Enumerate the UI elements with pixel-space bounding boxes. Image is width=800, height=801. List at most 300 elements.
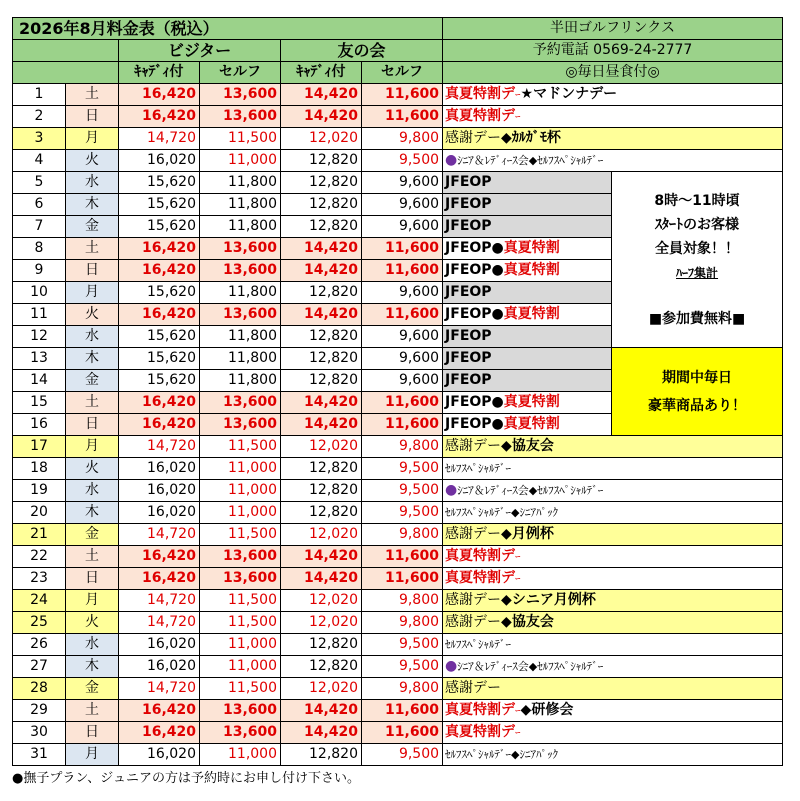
- visitor-caddie-price: 16,420: [119, 84, 200, 106]
- member-self-price: 9,600: [362, 348, 443, 370]
- event-note-text: ◆協友会: [501, 438, 554, 454]
- table-row: [13, 436, 783, 458]
- table-row: [13, 744, 783, 766]
- member-caddie-price: 12,820: [281, 656, 362, 678]
- visitor-caddie-price: 14,720: [119, 612, 200, 634]
- weekday: 日: [66, 260, 119, 282]
- event-note: [443, 524, 783, 546]
- visitor-caddie-price: 15,620: [119, 326, 200, 348]
- event-note-text: ｾﾙﾌｽﾍﾟｼｬﾙﾃﾞｰ◆ｼﾆｱﾊﾟｯｸ: [445, 506, 559, 519]
- day-number: 3: [13, 128, 66, 150]
- member-self-price: 9,800: [362, 678, 443, 700]
- weekday: 水: [66, 172, 119, 194]
- event-note-text: 真夏特割デ: [445, 570, 516, 586]
- header-row-1: [13, 18, 783, 40]
- event-note: [443, 458, 783, 480]
- weekday: 日: [66, 568, 119, 590]
- event-note: [443, 370, 612, 392]
- member-self-price: 9,800: [362, 436, 443, 458]
- event-note-text: ◆協友会: [501, 614, 554, 630]
- visitor-self-price: 11,000: [200, 502, 281, 524]
- half-competition-line: ■参加費無料■: [648, 310, 746, 327]
- weekday: 金: [66, 678, 119, 700]
- day-number: 18: [13, 458, 66, 480]
- event-note-text: JFEOP: [445, 372, 492, 388]
- member-caddie-price: 12,820: [281, 458, 362, 480]
- member-caddie-price: 12,020: [281, 128, 362, 150]
- event-note-text: ★マドンナデー: [520, 86, 618, 102]
- visitor-caddie-price: 16,420: [119, 304, 200, 326]
- table-row: [13, 656, 783, 678]
- member-caddie-price: 12,820: [281, 172, 362, 194]
- day-number: 16: [13, 414, 66, 436]
- table-row: [13, 634, 783, 656]
- visitor-self-price: 11,000: [200, 150, 281, 172]
- member-caddie-price: 14,420: [281, 106, 362, 128]
- day-number: 20: [13, 502, 66, 524]
- day-number: 31: [13, 744, 66, 766]
- event-note-text: JFEOP●: [445, 306, 504, 322]
- visitor-caddie-price: 16,420: [119, 106, 200, 128]
- weekday: 火: [66, 150, 119, 172]
- visitor-self-price: 13,600: [200, 722, 281, 744]
- event-note: [443, 590, 783, 612]
- event-note-text: 真夏特割デ: [445, 702, 516, 718]
- visitor-caddie-price: 15,620: [119, 216, 200, 238]
- event-note-text: 感謝デー: [445, 130, 502, 146]
- event-note-text: ｼﾆｱ＆ﾚﾃﾞｨｰｽ会◆ｾﾙﾌｽﾍﾟｼｬﾙﾃﾞｰ: [457, 154, 604, 167]
- weekday: 火: [66, 612, 119, 634]
- table-row: [13, 612, 783, 634]
- visitor-caddie-price: 15,620: [119, 370, 200, 392]
- event-note: [443, 216, 612, 238]
- event-note: [443, 480, 783, 502]
- member-caddie-price: 14,420: [281, 414, 362, 436]
- visitor-caddie-price: 16,020: [119, 634, 200, 656]
- weekday: 火: [66, 458, 119, 480]
- member-caddie-price: 12,820: [281, 370, 362, 392]
- event-note: [443, 194, 612, 216]
- visitor-self-price: 13,600: [200, 238, 281, 260]
- day-number: 8: [13, 238, 66, 260]
- visitor-self-price: 11,500: [200, 590, 281, 612]
- visitor-caddie-price: 16,420: [119, 260, 200, 282]
- member-self-price: 9,500: [362, 634, 443, 656]
- event-note-text: ｾﾙﾌｽﾍﾟｼｬﾙﾃﾞｰ: [445, 638, 512, 651]
- visitor-self-price: 11,800: [200, 326, 281, 348]
- member-caddie-price: 14,420: [281, 722, 362, 744]
- visitor-self-price: 13,600: [200, 106, 281, 128]
- event-note-text: ●: [445, 152, 458, 168]
- reservation-phone: 予約電話 0569-24-2777: [443, 40, 783, 62]
- day-number: 9: [13, 260, 66, 282]
- event-note: [443, 436, 783, 458]
- header-row-2: [13, 40, 783, 62]
- member-caddie-price: 12,820: [281, 150, 362, 172]
- table-row: [13, 480, 783, 502]
- event-note-text: ●: [445, 482, 458, 498]
- visitor-self-price: 13,600: [200, 700, 281, 722]
- event-note: [443, 106, 783, 128]
- visitor-caddie-price: 16,420: [119, 568, 200, 590]
- day-number: 22: [13, 546, 66, 568]
- member-caddie-price: 12,020: [281, 590, 362, 612]
- weekday: 土: [66, 392, 119, 414]
- event-note: [443, 304, 612, 326]
- event-note-text: ｾﾙﾌｽﾍﾟｼｬﾙﾃﾞｰ◆ｼﾆｱﾊﾟｯｸ: [445, 748, 559, 761]
- member-caddie-price: 14,420: [281, 546, 362, 568]
- table-row: [13, 106, 783, 128]
- member-caddie-price: 14,420: [281, 260, 362, 282]
- visitor-self-price: 13,600: [200, 304, 281, 326]
- day-number: 6: [13, 194, 66, 216]
- member-self-price: 9,800: [362, 524, 443, 546]
- weekday: 月: [66, 282, 119, 304]
- visitor-self-price: 13,600: [200, 546, 281, 568]
- event-note: [443, 502, 783, 524]
- visitor-caddie-price: 16,020: [119, 480, 200, 502]
- member-caddie-price: 12,020: [281, 678, 362, 700]
- header-row-3: [13, 62, 783, 84]
- member-self-price: 11,600: [362, 106, 443, 128]
- day-number: 2: [13, 106, 66, 128]
- event-note-text: ●: [445, 658, 458, 674]
- event-note-text: JFEOP: [445, 350, 492, 366]
- event-note: [443, 392, 612, 414]
- event-note-text: 真夏特割デ: [445, 86, 516, 102]
- day-number: 11: [13, 304, 66, 326]
- visitor-caddie-price: 16,020: [119, 744, 200, 766]
- event-note: [443, 656, 783, 678]
- half-competition-line: ﾊｰﾌ集計: [676, 265, 719, 280]
- weekday: 金: [66, 216, 119, 238]
- event-note-text: 真夏特割デ: [445, 548, 516, 564]
- member-self-price: 9,600: [362, 216, 443, 238]
- member-self-price: 9,800: [362, 128, 443, 150]
- day-number: 23: [13, 568, 66, 590]
- visitor-caddie-price: 16,020: [119, 656, 200, 678]
- weekday: 日: [66, 106, 119, 128]
- visitor-self-price: 11,800: [200, 172, 281, 194]
- visitor-self-price: 11,000: [200, 480, 281, 502]
- table-row: [13, 172, 783, 194]
- member-caddie-price: 12,820: [281, 216, 362, 238]
- event-note-text: ｰ: [515, 550, 521, 563]
- day-number: 21: [13, 524, 66, 546]
- event-note-text: 感謝デー: [445, 614, 502, 630]
- visitor-self-price: 11,500: [200, 678, 281, 700]
- member-self-price: 9,500: [362, 502, 443, 524]
- table-row: [13, 722, 783, 744]
- header-blank-2: [13, 62, 119, 84]
- member-caddie-price: 14,420: [281, 568, 362, 590]
- visitor-self-price: 11,500: [200, 128, 281, 150]
- half-competition-info: [612, 172, 783, 348]
- prize-info: [612, 348, 783, 436]
- visitor-caddie-price: 15,620: [119, 282, 200, 304]
- visitor-self-price: 11,800: [200, 282, 281, 304]
- table-row: [13, 700, 783, 722]
- event-note: [443, 744, 783, 766]
- visitor-self-price: 13,600: [200, 568, 281, 590]
- event-note-text: 感謝デー: [445, 526, 502, 542]
- visitor-self-header: セルフ: [200, 62, 281, 84]
- member-caddie-price: 12,820: [281, 634, 362, 656]
- day-number: 12: [13, 326, 66, 348]
- event-note-text: ｼﾆｱ＆ﾚﾃﾞｨｰｽ会◆ｾﾙﾌｽﾍﾟｼｬﾙﾃﾞｰ: [457, 660, 604, 673]
- event-note-text: JFEOP: [445, 196, 492, 212]
- event-note: [443, 172, 612, 194]
- event-note: [443, 722, 783, 744]
- member-caddie-price: 12,820: [281, 480, 362, 502]
- event-note-text: JFEOP: [445, 218, 492, 234]
- member-caddie-price: 12,020: [281, 436, 362, 458]
- member-caddie-price: 14,420: [281, 304, 362, 326]
- day-number: 19: [13, 480, 66, 502]
- event-note-text: ｼﾆｱ＆ﾚﾃﾞｨｰｽ会◆ｾﾙﾌｽﾍﾟｼｬﾙﾃﾞｰ: [457, 484, 604, 497]
- day-number: 28: [13, 678, 66, 700]
- weekday: 土: [66, 238, 119, 260]
- member-self-price: 9,600: [362, 282, 443, 304]
- table-row: [13, 458, 783, 480]
- weekday: 日: [66, 722, 119, 744]
- event-note-text: 感謝デー: [445, 438, 502, 454]
- price-table: [12, 17, 783, 766]
- visitor-self-price: 13,600: [200, 414, 281, 436]
- weekday: 火: [66, 304, 119, 326]
- visitor-caddie-price: 16,020: [119, 502, 200, 524]
- event-note-text: JFEOP: [445, 174, 492, 190]
- visitor-self-price: 11,500: [200, 524, 281, 546]
- member-self-price: 11,600: [362, 260, 443, 282]
- visitor-self-price: 13,600: [200, 84, 281, 106]
- visitor-caddie-price: 14,720: [119, 128, 200, 150]
- event-note-text: 感謝デー: [445, 592, 502, 608]
- weekday: 月: [66, 128, 119, 150]
- event-note: [443, 634, 783, 656]
- event-note-text: 真夏特割デ: [445, 724, 516, 740]
- member-self-price: 9,500: [362, 744, 443, 766]
- weekday: 土: [66, 84, 119, 106]
- visitor-self-price: 11,000: [200, 634, 281, 656]
- day-number: 14: [13, 370, 66, 392]
- event-note-text: JFEOP●: [445, 394, 504, 410]
- visitor-caddie-price: 16,420: [119, 238, 200, 260]
- day-number: 29: [13, 700, 66, 722]
- weekday: 木: [66, 656, 119, 678]
- member-caddie-price: 14,420: [281, 700, 362, 722]
- table-row: [13, 150, 783, 172]
- weekday: 水: [66, 326, 119, 348]
- visitor-self-price: 11,000: [200, 656, 281, 678]
- event-note-text: ｰ: [515, 110, 521, 123]
- event-note-text: ◆ｶﾙｶﾞﾓ杯: [501, 130, 561, 146]
- page-title: 2026年8月料金表（税込）: [13, 18, 443, 40]
- member-self-price: 9,500: [362, 150, 443, 172]
- member-self-price: 9,500: [362, 656, 443, 678]
- visitor-self-price: 13,600: [200, 392, 281, 414]
- event-note-text: 真夏特割: [503, 262, 560, 278]
- visitor-caddie-price: 15,620: [119, 194, 200, 216]
- weekday: 木: [66, 194, 119, 216]
- day-number: 10: [13, 282, 66, 304]
- table-row: [13, 546, 783, 568]
- event-note-text: JFEOP: [445, 328, 492, 344]
- visitor-caddie-price: 16,420: [119, 722, 200, 744]
- event-note-text: 感謝デー: [445, 680, 502, 696]
- event-note-text: ｰ: [515, 726, 521, 739]
- day-number: 26: [13, 634, 66, 656]
- visitor-caddie-price: 15,620: [119, 348, 200, 370]
- table-row: [13, 568, 783, 590]
- event-note-text: ｰ: [515, 572, 521, 585]
- club-name: 半田ゴルフリンクス: [443, 18, 783, 40]
- day-number: 4: [13, 150, 66, 172]
- weekday: 土: [66, 700, 119, 722]
- member-caddie-price: 12,820: [281, 348, 362, 370]
- event-note: [443, 238, 612, 260]
- event-note: [443, 84, 783, 106]
- day-number: 27: [13, 656, 66, 678]
- member-self-price: 11,600: [362, 414, 443, 436]
- half-competition-line: 8時～11時頃: [654, 192, 740, 209]
- day-number: 30: [13, 722, 66, 744]
- visitor-caddie-price: 16,420: [119, 700, 200, 722]
- member-self-price: 11,600: [362, 722, 443, 744]
- day-number: 17: [13, 436, 66, 458]
- member-self-price: 9,600: [362, 326, 443, 348]
- member-self-price: 11,600: [362, 546, 443, 568]
- member-caddie-price: 14,420: [281, 392, 362, 414]
- member-self-price: 9,600: [362, 370, 443, 392]
- footer-note: ●撫子プラン、ジュニアの方は予約時にお申し付け下さい。: [12, 771, 361, 786]
- table-row: [13, 128, 783, 150]
- event-note-text: JFEOP: [445, 284, 492, 300]
- event-note-text: 真夏特割: [503, 306, 560, 322]
- visitor-self-price: 11,000: [200, 458, 281, 480]
- day-number: 7: [13, 216, 66, 238]
- weekday: 土: [66, 546, 119, 568]
- day-number: 13: [13, 348, 66, 370]
- meal-note: ◎毎日昼食付◎: [443, 62, 783, 84]
- member-caddie-price: 12,820: [281, 194, 362, 216]
- table-row: [13, 348, 783, 370]
- visitor-self-price: 11,500: [200, 612, 281, 634]
- visitor-caddie-price: 15,620: [119, 172, 200, 194]
- visitor-caddie-price: 16,420: [119, 414, 200, 436]
- weekday: 日: [66, 414, 119, 436]
- day-number: 24: [13, 590, 66, 612]
- weekday: 水: [66, 634, 119, 656]
- event-note: [443, 568, 783, 590]
- member-self-price: 9,500: [362, 480, 443, 502]
- event-note: [443, 260, 612, 282]
- event-note: [443, 612, 783, 634]
- event-note-text: 真夏特割デ: [445, 108, 516, 124]
- event-note-text: ｰ: [515, 88, 521, 101]
- event-note-text: ◆月例杯: [501, 526, 554, 542]
- event-note: [443, 678, 783, 700]
- member-caddie-price: 12,820: [281, 502, 362, 524]
- visitor-self-price: 11,800: [200, 194, 281, 216]
- visitor-self-price: 11,800: [200, 216, 281, 238]
- member-caddie-price: 12,820: [281, 282, 362, 304]
- visitor-caddie-header: ｷｬﾃﾞｨ付: [119, 62, 200, 84]
- member-caddie-price: 12,020: [281, 524, 362, 546]
- visitor-caddie-price: 14,720: [119, 678, 200, 700]
- table-row: [13, 590, 783, 612]
- member-self-header: セルフ: [362, 62, 443, 84]
- half-competition-line: 全員対象！！: [655, 240, 740, 257]
- event-note: [443, 414, 612, 436]
- member-self-price: 9,600: [362, 194, 443, 216]
- event-note-text: JFEOP●: [445, 262, 504, 278]
- visitor-caddie-price: 14,720: [119, 436, 200, 458]
- half-competition-line: ｽﾀｰﾄのお客様: [655, 216, 740, 233]
- visitor-caddie-price: 16,020: [119, 150, 200, 172]
- member-self-price: 9,600: [362, 172, 443, 194]
- event-note-text: ｾﾙﾌｽﾍﾟｼｬﾙﾃﾞｰ: [445, 462, 512, 475]
- event-note-text: 真夏特割: [503, 394, 560, 410]
- header-blank: [13, 40, 119, 62]
- price-table-container: [12, 17, 782, 786]
- table-row: [13, 524, 783, 546]
- prize-line: 期間中毎日: [662, 369, 733, 386]
- event-note-text: ◆研修会: [520, 702, 574, 718]
- weekday: 木: [66, 348, 119, 370]
- day-number: 1: [13, 84, 66, 106]
- weekday: 月: [66, 744, 119, 766]
- member-caddie-price: 12,820: [281, 326, 362, 348]
- event-note-text: JFEOP●: [445, 240, 504, 256]
- event-note-text: 真夏特割: [503, 416, 560, 432]
- member-caddie-price: 14,420: [281, 238, 362, 260]
- event-note-text: ◆シニア月例杯: [501, 592, 596, 608]
- visitor-caddie-price: 16,020: [119, 458, 200, 480]
- event-note: [443, 546, 783, 568]
- event-note: [443, 150, 783, 172]
- member-header: 友の会: [281, 40, 443, 62]
- member-self-price: 9,800: [362, 590, 443, 612]
- visitor-self-price: 11,800: [200, 348, 281, 370]
- visitor-caddie-price: 16,420: [119, 546, 200, 568]
- visitor-self-price: 11,800: [200, 370, 281, 392]
- event-note-text: 真夏特割: [503, 240, 560, 256]
- table-row: [13, 84, 783, 106]
- member-self-price: 9,500: [362, 458, 443, 480]
- visitor-self-price: 13,600: [200, 260, 281, 282]
- event-note-text: JFEOP●: [445, 416, 504, 432]
- event-note: [443, 282, 612, 304]
- member-self-price: 11,600: [362, 304, 443, 326]
- member-self-price: 11,600: [362, 392, 443, 414]
- event-note: [443, 128, 783, 150]
- visitor-caddie-price: 16,420: [119, 392, 200, 414]
- table-row: [13, 678, 783, 700]
- member-self-price: 11,600: [362, 238, 443, 260]
- visitor-caddie-price: 14,720: [119, 590, 200, 612]
- day-number: 15: [13, 392, 66, 414]
- visitor-self-price: 11,500: [200, 436, 281, 458]
- table-row: [13, 502, 783, 524]
- event-note-text: ｰ: [515, 704, 521, 717]
- member-caddie-price: 14,420: [281, 84, 362, 106]
- day-number: 25: [13, 612, 66, 634]
- member-caddie-header: ｷｬﾃﾞｨ付: [281, 62, 362, 84]
- weekday: 金: [66, 524, 119, 546]
- event-note: [443, 700, 783, 722]
- member-self-price: 11,600: [362, 700, 443, 722]
